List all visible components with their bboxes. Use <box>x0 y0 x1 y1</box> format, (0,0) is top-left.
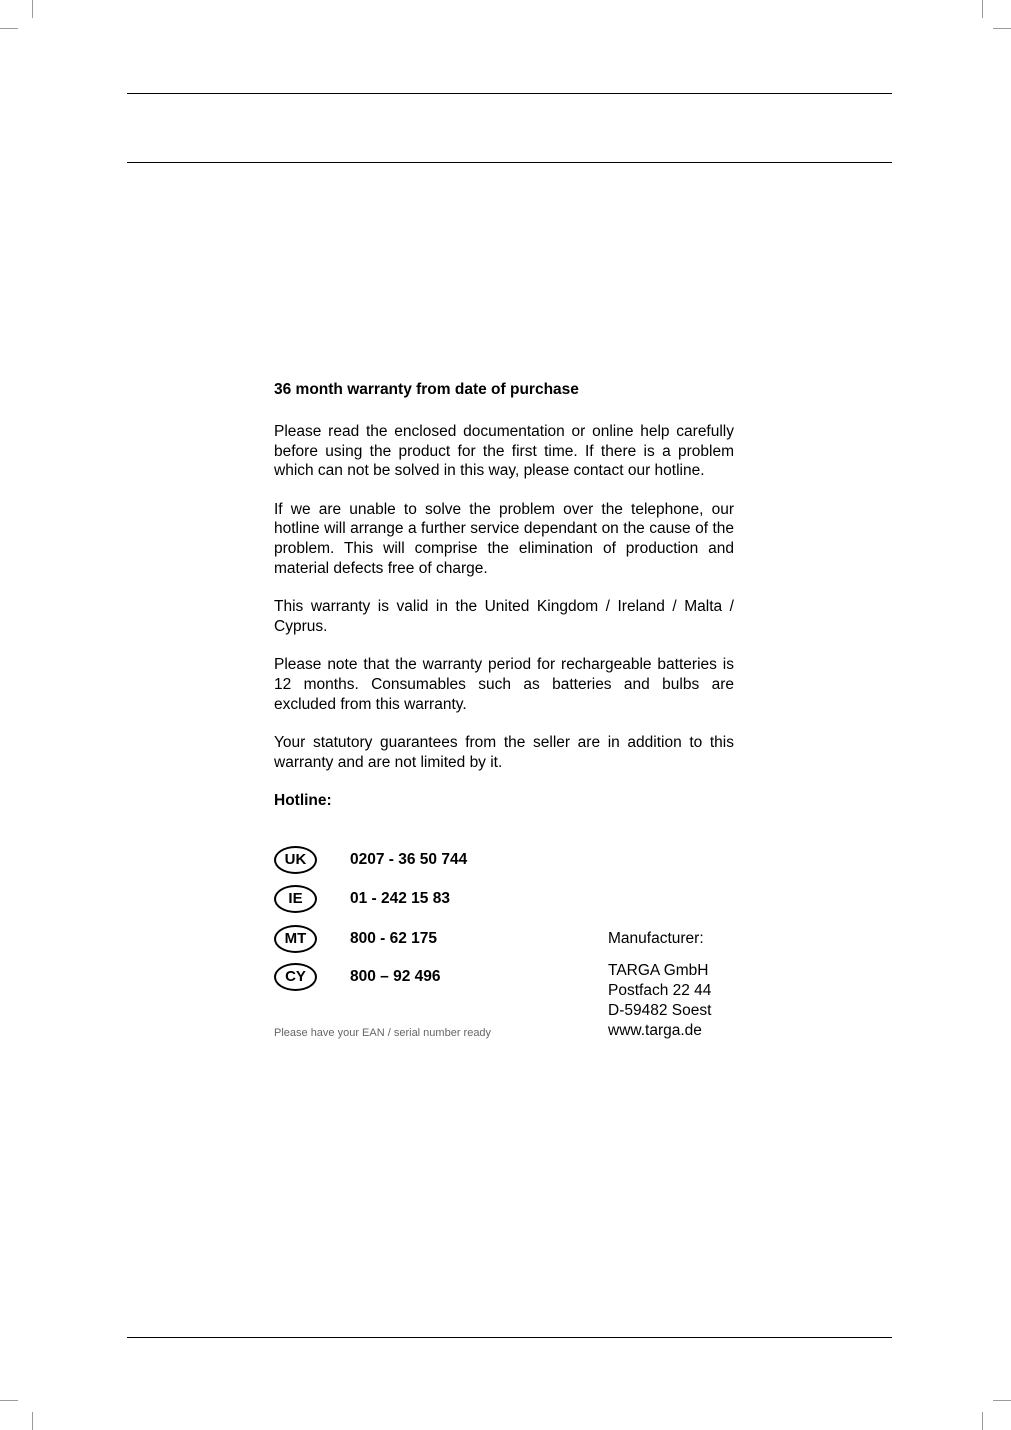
crop-mark-bottom-right <box>982 1412 983 1430</box>
hotline-number-ie: 01 - 242 15 83 <box>350 890 450 907</box>
manufacturer-label: Manufacturer: <box>608 930 704 947</box>
hotline-entry-ie <box>274 885 574 917</box>
manufacturer-postbox: Postfach 22 44 <box>608 982 712 999</box>
country-badge-ie: IE <box>274 885 317 913</box>
crop-mark-top-right-h <box>993 28 1011 29</box>
hotline-entry-uk <box>274 846 574 878</box>
warranty-paragraph-3: This warranty is valid in the United Kingdom / Ireland / Malta / Cyprus. <box>274 598 734 635</box>
hotline-number-mt: 800 - 62 175 <box>350 930 438 947</box>
hotline-title: Hotline: <box>274 792 332 810</box>
manufacturer-website[interactable]: www.targa.de <box>608 1022 702 1039</box>
crop-mark-bottom-left <box>32 1412 33 1430</box>
warranty-heading: 36 month warranty from date of purchase <box>274 381 579 398</box>
crop-mark-top-left <box>32 0 33 18</box>
country-badge-mt: MT <box>274 925 317 953</box>
hotline-entry-cy <box>274 963 574 995</box>
hotline-entry-mt <box>274 925 574 957</box>
warranty-paragraph-4: Please note that the warranty period for rechargeable batteries is 12 months. Consumables such as batteries and bulbs are excluded from this warranty. <box>274 656 734 713</box>
country-badge-cy: CY <box>274 963 317 991</box>
crop-mark-top-left-h <box>0 28 18 29</box>
crop-mark-bottom-right-h <box>993 1400 1011 1401</box>
manufacturer-name: TARGA GmbH <box>608 962 709 979</box>
header-rule-top <box>127 93 892 94</box>
serial-number-note: Please have your EAN / serial number ready <box>274 1027 492 1039</box>
warranty-paragraph-2: If we are unable to solve the problem over the telephone, our hotline will arrange a further service dependant on the cause of the problem. This will comprise the elimination of production and material defects free of charge. <box>274 500 734 577</box>
header-rule-bottom <box>127 162 892 163</box>
crop-mark-top-right <box>982 0 983 18</box>
warranty-paragraph-1: Please read the enclosed documentation or online help carefully before using the product for the first time. If there is a problem which can not be solved in this way, please contact our hotline. <box>274 423 734 480</box>
warranty-paragraph-5: Your statutory guarantees from the seller are in addition to this warranty and are not limited by it. <box>274 734 734 771</box>
hotline-number-uk: 0207 - 36 50 744 <box>350 851 468 868</box>
warranty-section <box>274 380 734 811</box>
footer-rule <box>127 1337 892 1338</box>
manufacturer-city: D-59482 Soest <box>608 1002 712 1019</box>
country-badge-uk: UK <box>274 846 317 874</box>
hotline-number-cy: 800 – 92 496 <box>350 968 441 985</box>
manufacturer-block <box>608 929 808 1041</box>
crop-mark-bottom-left-h <box>0 1400 18 1401</box>
